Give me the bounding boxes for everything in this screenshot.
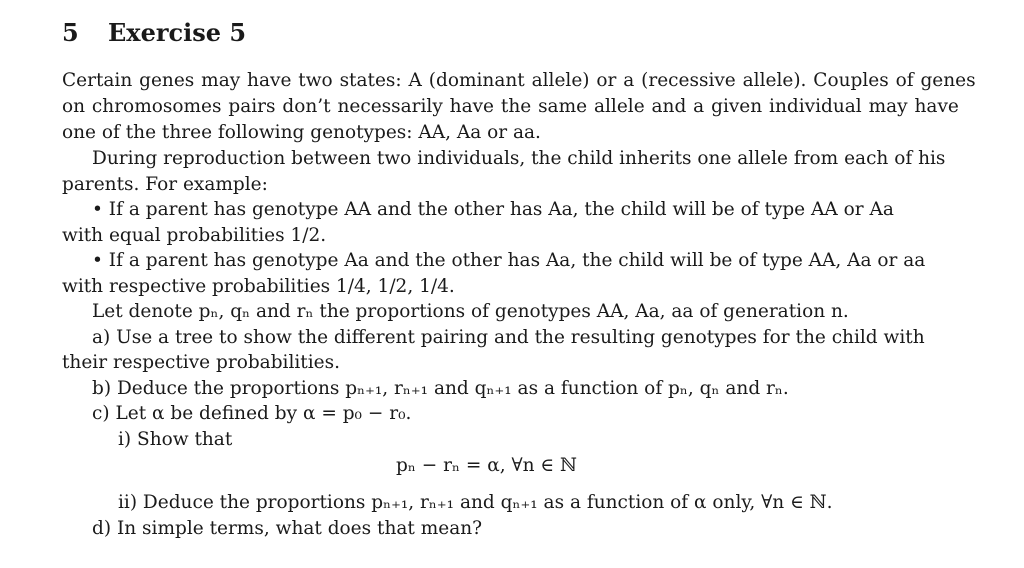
definition-line: Let denote pₙ, qₙ and rₙ the proportions of genotypes AA, Aa, aa of generation n. xyxy=(92,301,849,322)
section-title: Exercise 5 xyxy=(108,18,247,47)
paragraph-line: one of the three following genotypes: AA, Aa or aa. xyxy=(62,122,541,143)
display-equation: pₙ − rₙ = α, ∀n ∈ ℕ xyxy=(396,455,577,476)
question-c: c) Let α be defined by α = p₀ − r₀. xyxy=(92,403,412,424)
section-heading xyxy=(62,18,246,47)
question-a-continuation: their respective probabilities. xyxy=(62,352,340,373)
question-a: a) Use a tree to show the different pairing and the resulting genotypes for the child with xyxy=(92,327,925,348)
paragraph-line: Certain genes may have two states: A (dominant allele) or a (recessive allele). Couples of genes xyxy=(62,70,976,91)
question-c-i: i) Show that xyxy=(118,429,233,450)
question-d: d) In simple terms, what does that mean? xyxy=(92,518,483,539)
bullet-continuation: with respective probabilities 1/4, 1/2, 1/4. xyxy=(62,276,455,297)
bullet-continuation: with equal probabilities 1/2. xyxy=(62,225,327,246)
bullet-item: • If a parent has genotype Aa and the other has Aa, the child will be of type AA, Aa or aa xyxy=(92,250,926,271)
section-number: 5 xyxy=(62,18,79,47)
question-b: b) Deduce the proportions pₙ₊₁, rₙ₊₁ and qₙ₊₁ as a function of pₙ, qₙ and rₙ. xyxy=(92,378,789,399)
paragraph-line: parents. For example: xyxy=(62,174,268,195)
paragraph-line: on chromosomes pairs don’t necessarily have the same allele and a given individual may have xyxy=(62,96,959,117)
bullet-item: • If a parent has genotype AA and the other has Aa, the child will be of type AA or Aa xyxy=(92,199,894,220)
question-c-ii: ii) Deduce the proportions pₙ₊₁, rₙ₊₁ and qₙ₊₁ as a function of α only, ∀n ∈ ℕ. xyxy=(118,492,833,513)
paragraph-line: During reproduction between two individuals, the child inherits one allele from each of his xyxy=(92,148,946,169)
